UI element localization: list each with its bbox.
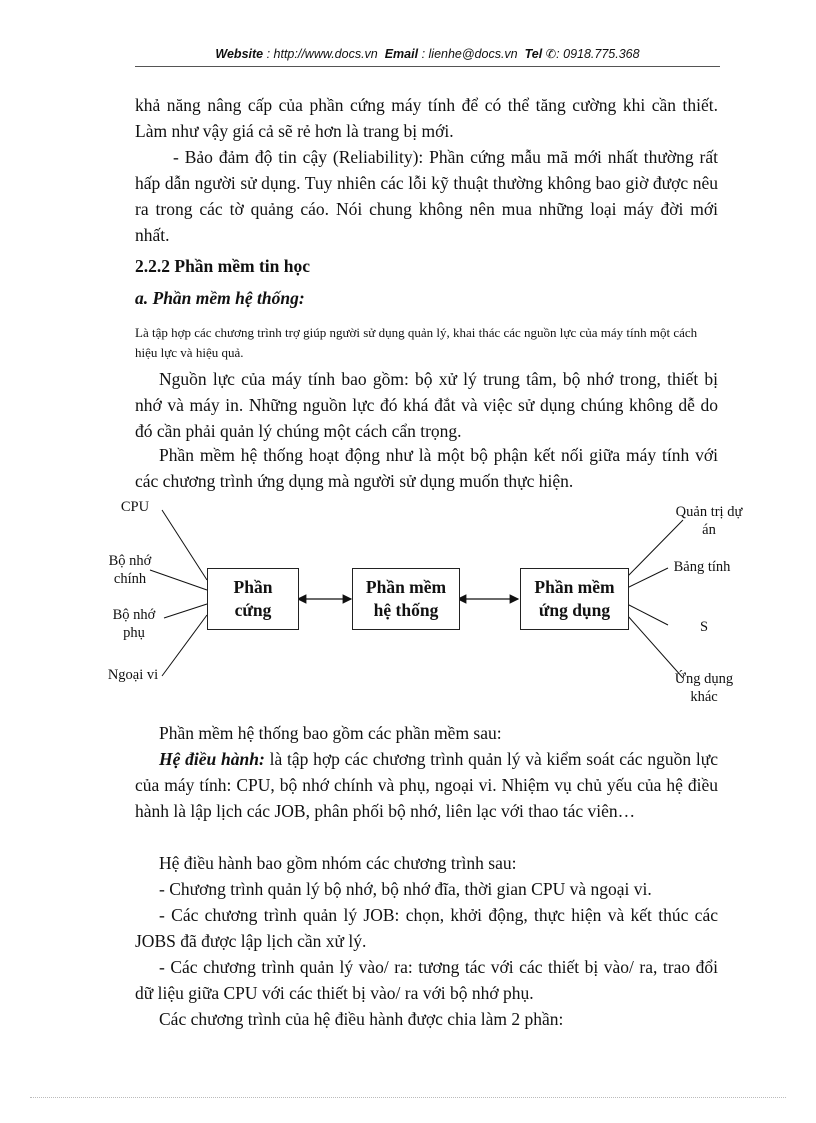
- label-peripherals: Ngoại vi: [107, 667, 159, 683]
- label-project-management: Quản trị dự án: [675, 504, 743, 538]
- paragraph-os-parts: Các chương trình của hệ điều hành được chia làm 2 phần:: [159, 1009, 564, 1029]
- box-system-software: Phần mềm hệ thống: [352, 568, 460, 630]
- label-spreadsheet: Bảng tính: [673, 559, 731, 575]
- bullet-io-management: - Các chương trình quản lý vào/ ra: tương tác với các thiết bị vào/ ra, trao đổi dữ liệu giữa CPU với các thiết bị vào/ ra với bộ nhớ phụ.: [135, 957, 718, 1003]
- os-term: Hệ điều hành:: [159, 749, 265, 769]
- tel-label: Tel: [524, 47, 543, 61]
- email-label: Email: [384, 47, 419, 61]
- line-secondary-memory: [164, 604, 207, 618]
- subsection-heading: a. Phần mềm hệ thống:: [135, 288, 305, 308]
- definition-text: Là tập hợp các chương trình trợ giúp người sử dụng quản lý, khai thác các nguồn lực của máy tính một cách hiệu lực và hiệu quả.: [135, 325, 698, 360]
- line-peripherals: [162, 615, 207, 676]
- os-definition: là tập hợp các chương trình quản lý và kiểm soát các nguồn lực của máy tính: CPU, bộ nhớ chính và phụ, ngoại vi. Nhiệm vụ chủ yếu của hệ điều hành là lập lịch các JOB, phân phối bộ nhớ, liên lạc với thao tác viên…: [135, 749, 718, 821]
- website-value: : http://www.docs.vn: [266, 47, 378, 61]
- box-hardware: Phần cứng: [207, 568, 299, 630]
- section-heading: 2.2.2 Phần mềm tin học: [135, 256, 310, 276]
- label-word-processing: S: [699, 619, 709, 635]
- tel-value: : 0918.775.368: [556, 47, 640, 61]
- paragraph-system-software-list: Phần mềm hệ thống bao gồm các phần mềm sau:: [159, 723, 502, 743]
- paragraph-upgrade: khả năng nâng cấp của phần cứng máy tính để có thể tăng cường khi cần thiết. Làm như vậy giá cả sẽ rẻ hơn là trang bị mới.: [135, 95, 718, 141]
- label-cpu: CPU: [120, 499, 150, 515]
- paragraph-reliability: - Bảo đảm độ tin cậy (Reliability): Phần cứng mẫu mã mới nhất thường rất hấp dẫn người sử dụng. Tuy nhiên các lỗi kỹ thuật thường không bao giờ được nêu ra trong các tờ quảng cáo. Nói chung không nên mua những loại máy đời mới nhất.: [135, 147, 718, 245]
- bullet-job-management: - Các chương trình quản lý JOB: chọn, khởi động, thực hiện và kết thúc các JOBS đã được lập lịch cần xử lý.: [135, 905, 718, 951]
- label-main-memory: Bộ nhớ chính: [108, 553, 152, 587]
- email-value: : lienhe@docs.vn: [421, 47, 518, 61]
- paragraph-operating-system: [135, 746, 718, 824]
- paragraph-resources: Nguồn lực của máy tính bao gồm: bộ xử lý trung tâm, bộ nhớ trong, thiết bị nhớ và máy in. Những nguồn lực đó khá đắt và việc sử dụng chúng không dễ do đó cần phải quản lý chúng một cách cẩn trọng.: [135, 369, 718, 441]
- label-secondary-memory: Bộ nhớ phụ: [112, 607, 156, 641]
- paragraph-connector: Phần mềm hệ thống hoạt động như là một bộ phận kết nối giữa máy tính với các chương trình ứng dụng mà người sử dụng muốn thực hiện.: [135, 445, 718, 491]
- line-cpu: [162, 510, 207, 580]
- footer-divider: [30, 1097, 786, 1098]
- box-application-software: Phần mềm ứng dụng: [520, 568, 629, 630]
- label-other-apps: Ứng dụng khác: [674, 671, 734, 705]
- paragraph-os-groups: Hệ điều hành bao gồm nhóm các chương trình sau:: [159, 853, 517, 873]
- website-label: Website: [215, 47, 264, 61]
- phone-icon: ✆: [545, 47, 557, 61]
- bullet-memory-management: - Chương trình quản lý bộ nhớ, bộ nhớ đĩa, thời gian CPU và ngoại vi.: [159, 879, 652, 899]
